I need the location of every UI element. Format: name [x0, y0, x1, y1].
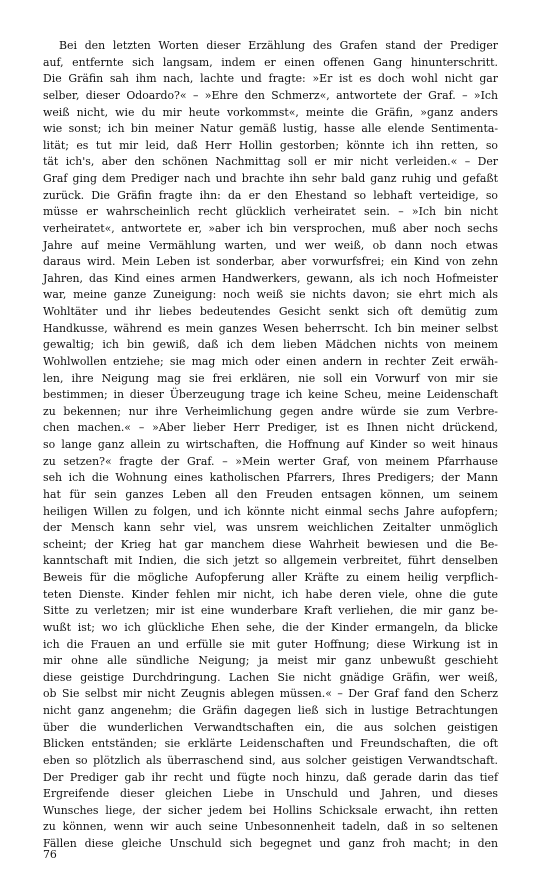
text-line: nicht ganz angenehm; die Gräfin dagegen ließ sich in lustige Betrachtungen — [43, 704, 498, 717]
text-line: Fällen diese gleiche Unschuld sich begegnet und ganz froh macht; in den — [43, 837, 498, 850]
text-line: wußt ist; wo ich glückliche Ehen sehe, die der Kinder ermangeln, da blicke — [43, 620, 498, 634]
text-line: Wohltäter und ihr liebes bedeutendes Gesicht senkt sich oft demütig zum — [43, 305, 498, 318]
text-line: Ergreifende dieser gleichen Liebe in Unschuld und Jahren, und dieses — [43, 787, 498, 801]
text-line: teten Dienste. Kinder fehlen mir nicht, ich habe deren viele, ohne die gute — [43, 587, 498, 601]
text-line: Blicken entständen; sie erklärte Leidenschaften und Freundschaften, die oft — [43, 737, 498, 751]
text-line: Jahre auf meine Vermählung warten, und wer weiß, ob dann noch etwas — [43, 238, 498, 252]
text-line: kanntschaft mit Indien, die sich jetzt so allgemein verbreitet, führt denselben — [43, 554, 498, 568]
text-line: hat für sein ganzes Leben all den Freuden entsagen können, um seinem — [43, 487, 498, 501]
text-line: Handkusse, während es mein ganzes Wesen beherrscht. Ich bin meiner selbst — [43, 321, 498, 335]
text-line: Der Prediger gab ihr recht und fügte noch hinzu, daß gerade darin das tief — [43, 770, 498, 784]
text-line: zurück. Die Gräfin fragte ihn: da er den Ehestand so lebhaft verteidige, so — [43, 188, 498, 202]
text-line: heiligen Willen zu folgen, und ich könnte nicht einmal sechs Jahre aufopfern; — [43, 504, 498, 518]
text-line: Beweis für die mögliche Aufopferung aller Kräfte zu einem heilig verpflich- — [43, 571, 498, 584]
text-line: tät ich's, aber den schönen Nachmittag soll er mir nicht verleiden.« – Der — [43, 155, 498, 169]
text-line: der Mensch kann sehr viel, was unsrem weichlichen Zeitalter unmöglich — [43, 521, 498, 535]
text-line: Sitte zu verletzen; mir ist eine wunderbare Kraft verliehen, die mir ganz be- — [43, 604, 498, 618]
text-line: zu können, wenn wir auch seine Unbesonnenheit tadeln, daß in so seltenen — [43, 820, 498, 834]
text-line: chen machen.« – »Aber lieber Herr Prediger, ist es Ihnen nicht drückend, — [43, 421, 498, 435]
text-line: daraus wird. Mein Leben ist sonderbar, aber vorwurfsfrei; ein Kind von zehn — [43, 255, 498, 269]
text-line: gewaltig; ich bin gewiß, daß ich dem lieben Mädchen nichts von meinem — [43, 338, 498, 352]
body-text — [43, 38, 498, 853]
text-line: wie sonst; ich bin meiner Natur gemäß lustig, hasse alle elende Sentimenta- — [43, 122, 498, 136]
text-line: über die wunderlichen Verwandtschaften ein, die aus solchen geistigen — [43, 720, 498, 734]
text-line: selber, dieser Odoardo?« – »Ehre den Schmerz«, antwortete der Graf. – »Ich — [43, 88, 498, 102]
text-line: Wohlwollen entziehe; sie mag mich oder einen andern in rechter Zeit erwäh- — [43, 354, 498, 368]
text-line: verheiratet«, antwortete er, »aber ich bin versprochen, muß aber noch sechs — [43, 221, 498, 235]
text-line: so lange ganz allein zu wirtschaften, die Hoffnung auf Kinder so weit hinaus — [43, 438, 498, 451]
text-line: lität; es tut mir leid, daß Herr Hollin gestorben; könnte ich ihn retten, so — [43, 138, 498, 152]
text-line: Graf ging dem Prediger nach und brachte ihn sehr bald ganz ruhig und gefaßt — [43, 172, 498, 185]
text-line: seh ich die Wohnung eines katholischen Pfarrers, Ihres Predigers; der Mann — [43, 471, 498, 485]
text-line: auf, entfernte sich langsam, indem er einen offenen Gang hinunterschritt. — [43, 55, 498, 69]
text-line: war, meine ganze Zuneigung: noch weiß sie nichts davon; sie ehrt mich als — [43, 288, 498, 302]
text-line: Die Gräfin sah ihm nach, lachte und fragte: »Er ist es doch wohl nicht gar — [43, 72, 498, 86]
text-line: zu setzen?« fragte der Graf. – »Mein werter Graf, von meinem Pfarrhause — [43, 454, 498, 468]
text-line: bestimmen; in dieser Überzeugung trage ich keine Scheu, meine Leidenschaft — [43, 388, 498, 402]
text-line: weiß nicht, wie du mir heute vorkommst«, meinte die Gräfin, »ganz anders — [43, 105, 498, 119]
text-line: Jahren, das Kind eines armen Handwerkers, gewann, als ich noch Hofmeister — [43, 271, 498, 285]
text-line: ob Sie selbst mir nicht Zeugnis ablegen müssen.« – Der Graf fand den Scherz — [43, 687, 498, 701]
text-line: Wunsches liege, der sicher jedem bei Hollins Schicksale erwacht, ihn retten — [43, 803, 498, 817]
text-line: eben so plötzlich als überraschend sind, aus solcher geistigen Verwandtschaft. — [43, 753, 498, 767]
text-line: diese geistige Durchdringung. Lachen Sie nicht gnädige Gräfin, wer weiß, — [43, 670, 498, 684]
text-line: len, ihre Neigung mag sie frei erklären, nie soll ein Vorwurf von mir sie — [43, 371, 498, 385]
page-number: 76 — [43, 848, 57, 861]
text-line: müsse er wahrscheinlich recht glücklich verheiratet sein. – »Ich bin nicht — [43, 205, 498, 219]
text-line: mir ohne alle sündliche Neigung; ja meist mir ganz unbewußt geschieht — [43, 654, 498, 668]
text-line: zu bekennen; nur ihre Verheimlichung gegen andre würde sie zum Verbre- — [43, 404, 498, 418]
text-line: scheint; der Krieg hat gar manchem diese Wahrheit bewiesen und die Be- — [43, 537, 498, 551]
text-line: ich die Frauen an und erfülle sie mit guter Hoffnung; diese Wirkung ist in — [43, 637, 498, 651]
text-line: Bei den letzten Worten dieser Erzählung des Grafen stand der Prediger — [59, 39, 498, 52]
